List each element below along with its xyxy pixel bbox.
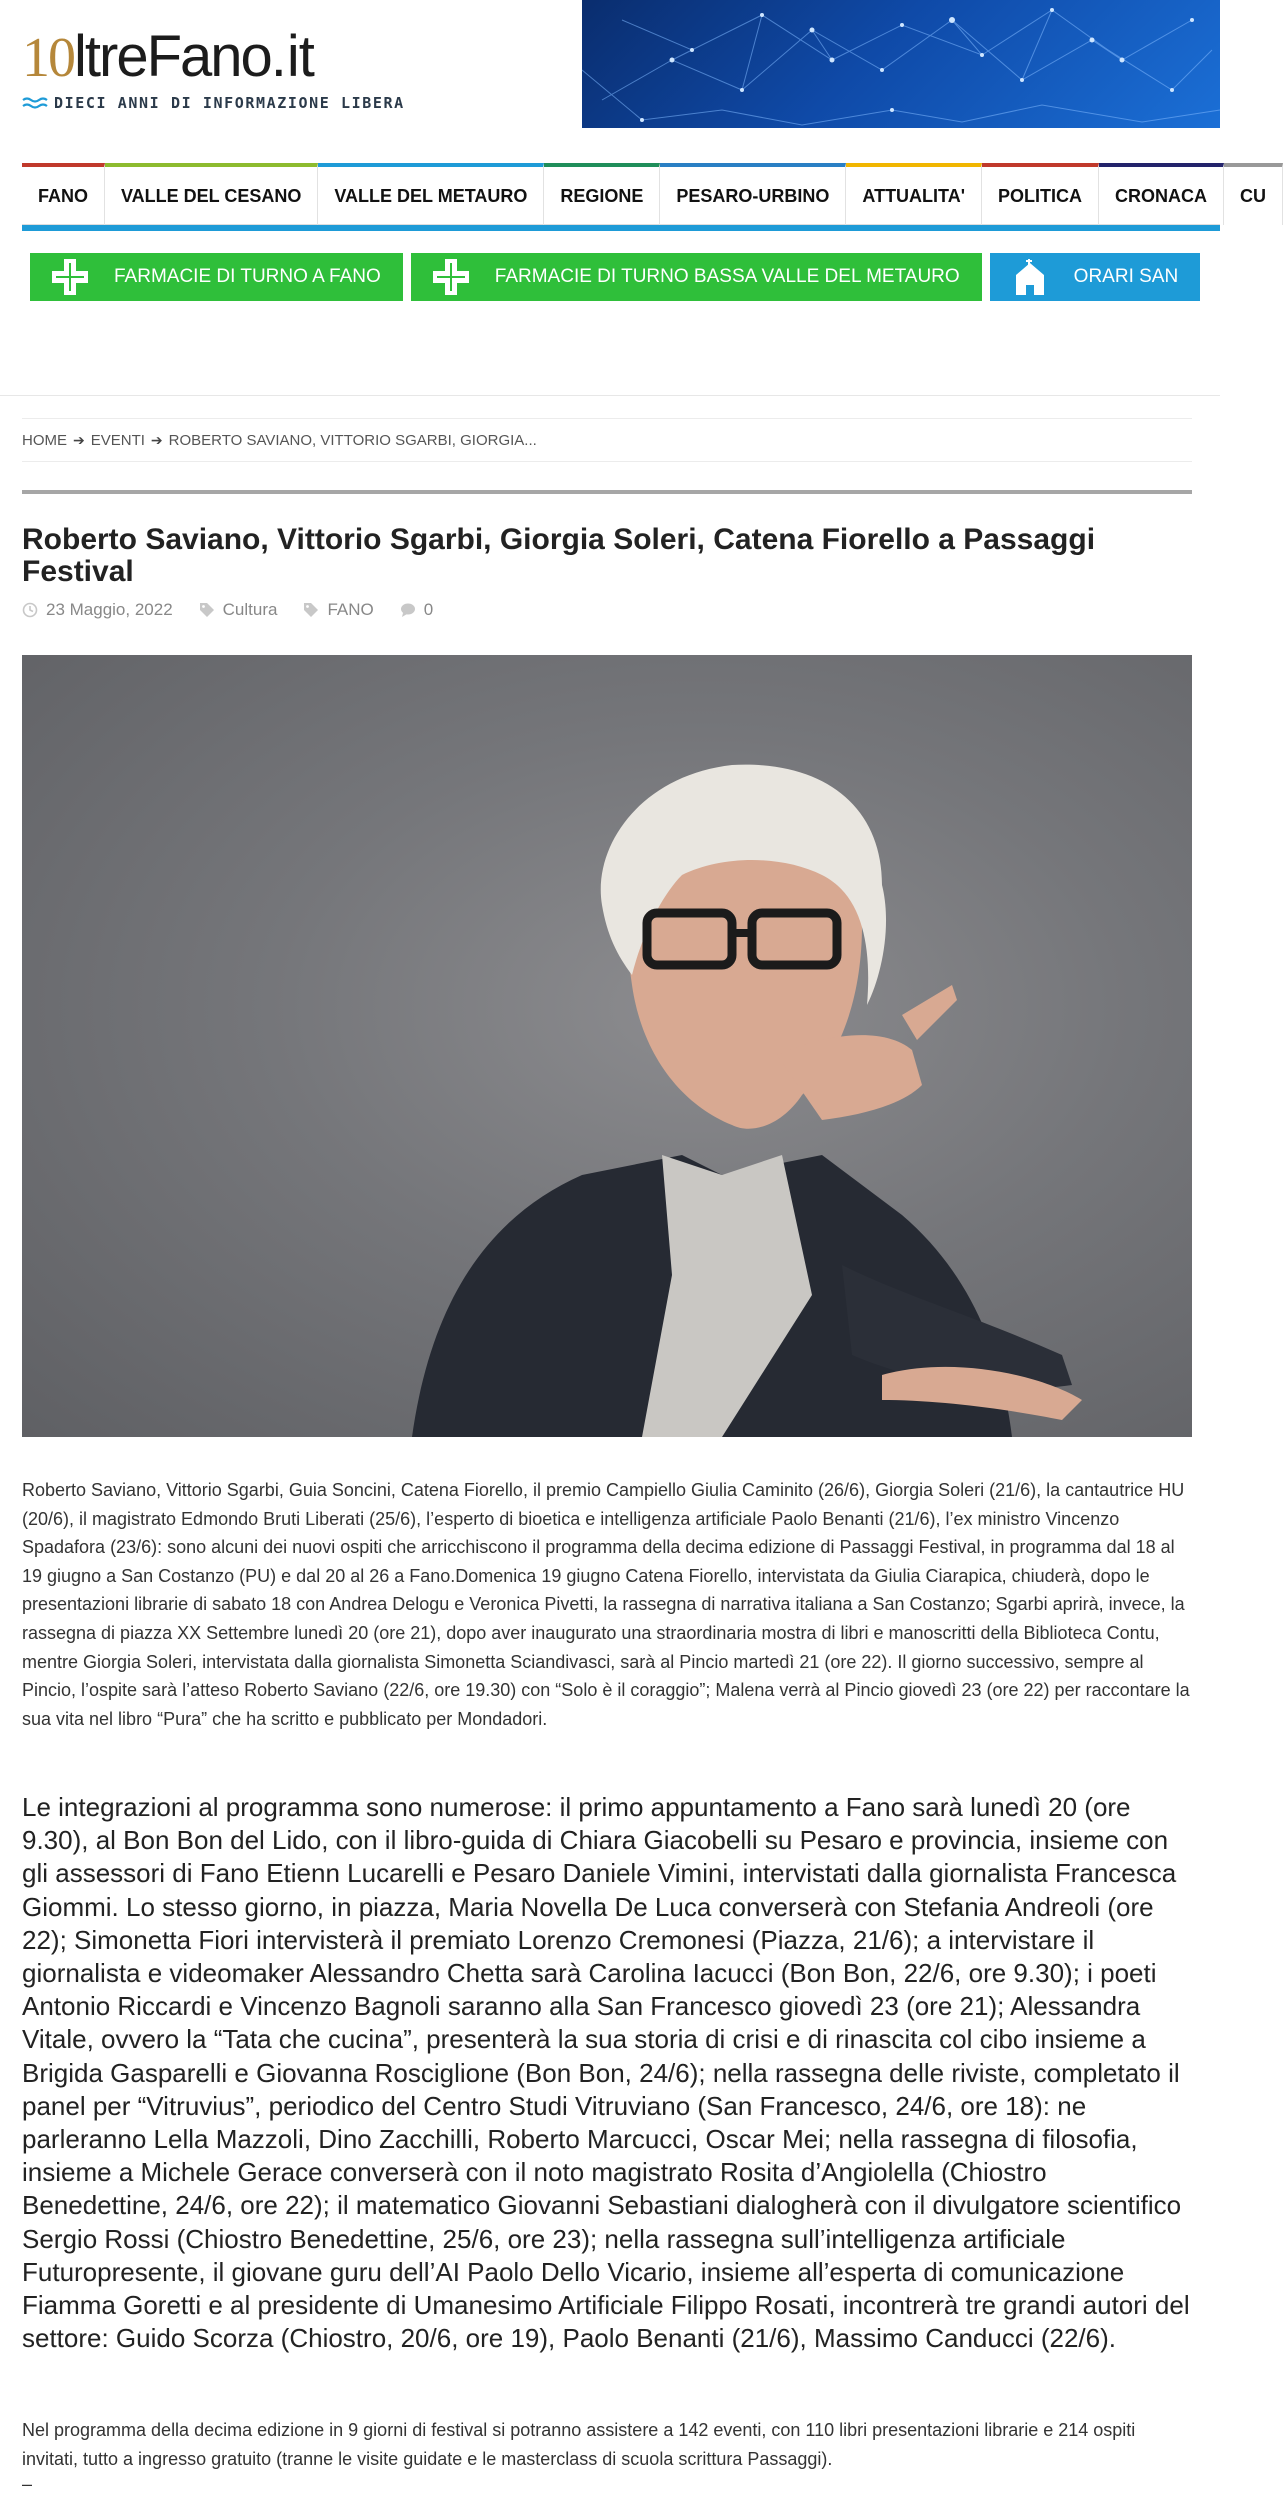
quick-links (30, 253, 1200, 301)
nav-item-label: VALLE DEL CESANO (121, 185, 302, 206)
clock-icon (22, 602, 38, 618)
nav-item-label: FANO (38, 185, 89, 206)
nav-menu (22, 163, 1266, 225)
meta-comments[interactable] (400, 600, 433, 620)
breadcrumb-eventi-link[interactable]: EVENTI (90, 431, 145, 449)
meta-category[interactable] (199, 600, 278, 620)
network-graphic (582, 0, 1220, 128)
tag-icon (303, 602, 319, 618)
meta-date (22, 600, 173, 620)
nav-item-label: VALLE DEL METAURO (334, 185, 528, 206)
nav-item-label: POLITICA (998, 185, 1082, 206)
logo-tagline: DIECI ANNI DI INFORMAZIONE LIBERA (54, 94, 405, 112)
article-paragraph-intro: Roberto Saviano, Vittorio Sgarbi, Guia Soncini, Catena Fiorello, il premio Campiello Giulia Caminito (26/6), Giorgia Soleri (21/6), la cantautrice HU (20/6), il magistrato Edmondo Bruti Liberati (25/6), l’esperto di bioetica e intelligenza artificiale Paolo Benanti (21/6), l’ex ministro Vincenzo Spadafora (23/6): sono alcuni dei nuovi ospiti che arricchiscono il programma della decima edizione di Passaggi Festival, in programma dal 18 al 19 giugno a San Costanzo (PU) e dal 20 al 26 a Fano.Domenica 19 giugno Catena Fiorello, intervistata da Giulia Ciarapica, chiuderà, dopo le presentazioni librarie di sabato 18 con Andrea Delogu e Veronica Pivetti, la rassegna di narrativa italiana a San Costanzo; Sgarbi aprirà, invece, la rassegna di piazza XX Settembre lunedì 20 (ore 21), dopo aver inaugurato una straordinaria mostra di libri e manoscritti della Biblioteca Contu, mentre Giorgia Soleri, intervistata dalla giornalista Simonetta Sciandivasci, sarà al Pincio martedì 21 (ore 22). Il giorno successivo, sempre al Pincio, l’ospite sarà l’atteso Roberto Saviano (22/6, ore 19.30) con “Solo è il coraggio”; Malena verrà al Pincio giovedì 23 (ore 22) per raccontare la sua vita nel libro “Pura” che ha scritto e pubblicato per Mondadori. (22, 1480, 1190, 1729)
nav-item-attualita[interactable] (846, 163, 982, 225)
nav-item-label: PESARO-URBINO (676, 185, 830, 206)
site-header (0, 0, 1220, 140)
quick-link-label: FARMACIE DI TURNO BASSA VALLE DEL METAURO (494, 266, 960, 287)
nav-item-politica[interactable] (982, 163, 1099, 225)
pharmacy-cross-icon (50, 257, 90, 297)
meta-tag[interactable] (303, 600, 373, 620)
nav-item-regione[interactable] (544, 163, 660, 225)
article-photo (22, 655, 1192, 1437)
logo-name-part-a: ltre (74, 24, 147, 89)
nav-item-valle-del-metauro[interactable] (318, 163, 544, 225)
header-banner[interactable] (582, 0, 1220, 128)
breadcrumb-home-link[interactable]: HOME (22, 431, 67, 449)
nav-item-cronaca[interactable] (1099, 163, 1224, 225)
quick-link-label: FARMACIE DI TURNO A FANO (114, 266, 381, 287)
wave-icon (22, 96, 48, 110)
site-logo[interactable] (22, 18, 482, 118)
church-hours-button[interactable] (990, 253, 1201, 301)
nav-item-cultura[interactable] (1224, 163, 1283, 225)
portrait-illustration (22, 655, 1192, 1437)
article-tag: FANO (327, 600, 374, 619)
nav-item-label: REGIONE (560, 185, 644, 206)
section-divider (0, 395, 1220, 396)
logo-dot: . (270, 24, 287, 89)
article-paragraph-program: Le integrazioni al programma sono numerose: il primo appuntamento a Fano sarà lunedì 20 (ore 9.30), al Bon Bon del Lido, con il libro-guida di Chiara Giacobelli su Pesaro e provincia, insieme con gli assessori di Fano Etienn Lucarelli e Pesaro Daniele Vimini, intervistati dalla giornalista Francesca Giommi. Lo stesso giorno, in piazza, Maria Novella De Luca converserà con Stefania Andreoli (ore 22); Simonetta Fiori intervisterà il premiato Lorenzo Cremonesi (Piazza, 21/6); a intervistare il giornalista e videomaker Alessandro Chetta sarà Carolina Iacucci (Bon Bon, 22/6, ore 9.30); i poeti Antonio Riccardi e Vincenzo Bagnoli saranno alla San Francesco giovedì 23 (ore 21); Alessandra Vitale, ovvero la “Tata che cucina”, presenterà la sua storia di crisi e di rinascita col cibo insieme a Brigida Gasparelli e Giovanna Rosciglione (Bon Bon, 24/6); nella rassegna delle riviste, completato il panel per “Vitruvius”, periodico del Centro Studi Vitruviano (San Francesco, 24/6, ore 18): ne parleranno Lella Mazzoli, Dino Zacchilli, Roberto Marcucci, Oscar Mei; nella rassegna di filosofia, insieme a Michele Gerace converserà con il noto magistrato Rosita d’Angiolella (Chiostro Benedettine, 24/6, ore 22); il matematico Giovanni Sebastiani dialogherà con il divulgatore scientifico Sergio Rossi (Chiostro Benedettine, 25/6, ore 23); nella rassegna sull’intelligenza artificiale Futuropresente, il giovane guru dell’AI Paolo Dello Vicario, insieme all’esperta di comunicazione Fiamma Goretti e al presidente di Umanesimo Artificiale Filippo Rosati, incontrerà tre grandi autori del settore: Guido Scorza (Chiostro, 20/6, ore 19), Paolo Benanti (21/6), Massimo Canducci (22/6). (22, 1792, 1190, 2354)
nav-item-label: ATTUALITA' (862, 185, 965, 206)
pharmacy-cross-icon (431, 257, 471, 297)
nav-item-label: CRONACA (1115, 185, 1207, 206)
comment-count: 0 (423, 600, 434, 619)
article-category: Cultura (222, 600, 278, 619)
article-trailing-mark: – (22, 2474, 33, 2494)
church-icon (1010, 257, 1050, 297)
nav-accent-bar (22, 225, 1220, 231)
logo-name-part-b: Fano (146, 24, 271, 89)
article-date: 23 Maggio, 2022 (46, 600, 173, 619)
article-meta (22, 600, 453, 620)
article-paragraph-summary: Nel programma della decima edizione in 9 giorni di festival si potranno assistere a 142 eventi, con 110 libri presentazioni librarie e 214 ospiti invitati, tutto a ingresso gratuito (tranne le visite guidate e le masterclass di scuola scrittura Passaggi). (22, 2420, 1136, 2469)
nav-item-fano[interactable] (22, 163, 105, 225)
breadcrumb (22, 418, 1192, 462)
main-navigation (22, 163, 1266, 229)
nav-item-pesaro-urbino[interactable] (660, 163, 846, 225)
breadcrumb-current: ROBERTO SAVIANO, VITTORIO SGARBI, GIORGIA... (168, 431, 537, 449)
comment-icon (400, 602, 416, 618)
nav-item-valle-del-cesano[interactable] (105, 163, 318, 225)
tag-icon (199, 602, 215, 618)
title-rule (22, 490, 1192, 494)
pharmacy-fano-button[interactable] (30, 253, 403, 301)
nav-item-label: CU (1240, 185, 1266, 206)
quick-link-label: ORARI SAN (1073, 266, 1179, 287)
logo-number: 10 (22, 27, 74, 89)
article-title: Roberto Saviano, Vittorio Sgarbi, Giorgia Soleri, Catena Fiorello a Passaggi Festival (22, 523, 1096, 588)
logo-tagline-row (22, 94, 482, 112)
arrow-right-icon: ➔ (73, 431, 85, 448)
logo-tld: it (286, 24, 314, 89)
arrow-right-icon: ➔ (150, 431, 163, 448)
pharmacy-metauro-button[interactable] (411, 253, 982, 301)
logo-wordmark (22, 18, 482, 89)
